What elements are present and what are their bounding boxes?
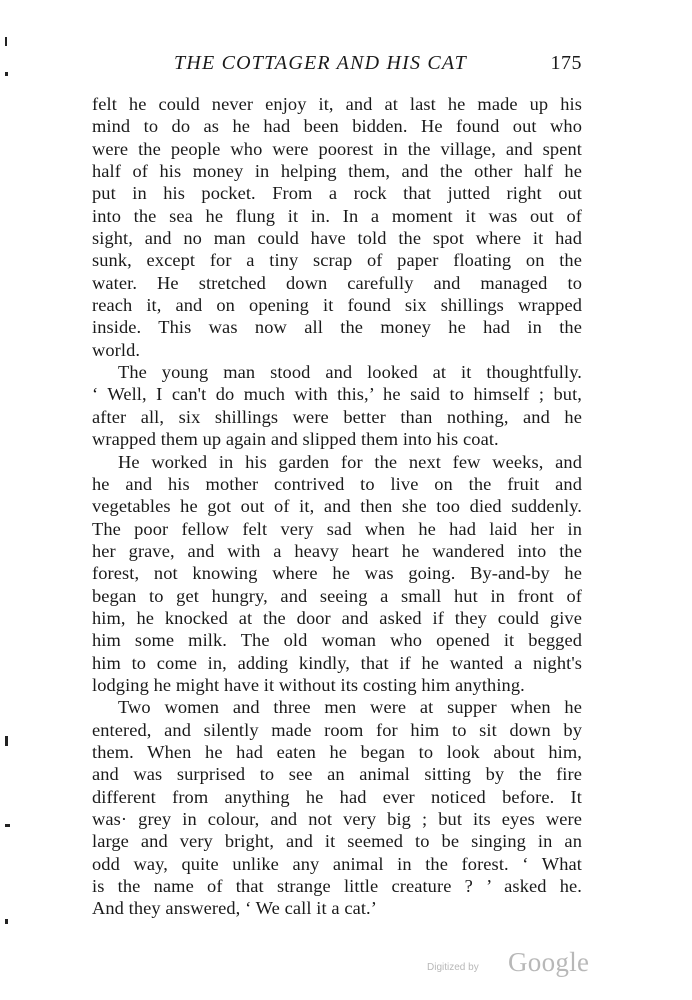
text-line: felt he could never enjoy it, and at last he made up his	[92, 94, 582, 114]
text-line: began to get hungry, and seeing a small hut in front of	[92, 585, 582, 606]
text-line: He worked in his garden for the next few weeks, and	[118, 451, 582, 472]
text-line: forest, not knowing where he was going. By-and-by he	[92, 563, 582, 584]
scan-speck	[5, 72, 8, 76]
text-line: reach it, and on opening it found six shillings wrapped	[92, 295, 582, 316]
text-line: water. He stretched down carefully and managed to	[92, 272, 582, 293]
running-head	[92, 52, 582, 82]
text-line: vegetables he got out of it, and then she too died suddenly.	[92, 496, 582, 517]
scan-speck	[5, 824, 10, 827]
watermark-prefix: Digitized by	[427, 962, 479, 973]
text-line: him, he knocked at the door and asked if they could give	[92, 607, 582, 628]
scan-speck	[5, 37, 7, 46]
text-line: were the people who were poorest in the village, and spent	[92, 138, 582, 159]
text-line: The young man stood and looked at it thoughtfully.	[118, 362, 582, 383]
text-line: ‘ Well, I can't do much with this,’ he said to himself ; but,	[92, 384, 582, 405]
text-line: he and his mother contrived to live on the fruit and	[92, 473, 582, 494]
body-text	[92, 93, 582, 920]
page-number: 175	[550, 52, 582, 74]
text-line: into the sea he flung it in. In a moment it was out of	[92, 205, 582, 226]
text-line: Two women and three men were at supper when he	[118, 697, 582, 718]
text-line: world.	[92, 339, 141, 360]
text-line: is the name of that strange little creature ? ’ asked he.	[92, 876, 582, 897]
text-line: mind to do as he had been bidden. He found out who	[92, 116, 582, 137]
text-line: And they answered, ‘ We call it a cat.’	[92, 898, 377, 919]
text-line: him to come in, adding kindly, that if he wanted a night's	[92, 652, 582, 673]
text-line: large and very bright, and it seemed to be singing in an	[92, 831, 582, 852]
text-line: sunk, except for a tiny scrap of paper floating on the	[92, 250, 582, 271]
text-line: after all, six shillings were better than nothing, and he	[92, 406, 582, 427]
text-line: her grave, and with a heavy heart he wandered into the	[92, 540, 582, 561]
text-line: put in his pocket. From a rock that jutted right out	[92, 183, 582, 204]
text-line: entered, and silently made room for him to sit down by	[92, 719, 582, 740]
text-line: him some milk. The old woman who opened it begged	[92, 630, 582, 651]
running-title: THE COTTAGER AND HIS CAT	[174, 52, 467, 74]
google-logo: Google	[508, 947, 590, 977]
text-line: inside. This was now all the money he had in the	[92, 317, 582, 338]
text-line: wrapped them up again and slipped them into his coat.	[92, 429, 499, 450]
text-line: different from anything he had ever noticed before. It	[92, 786, 582, 807]
text-line: sight, and no man could have told the spot where it had	[92, 228, 582, 249]
text-line: was· grey in colour, and not very big ; but its eyes were	[92, 809, 582, 829]
text-line: and was surprised to see an animal sitting by the fire	[92, 764, 582, 785]
scan-speck	[5, 919, 8, 924]
scan-speck	[5, 736, 8, 746]
text-line: half of his money in helping them, and the other half he	[92, 161, 582, 182]
text-line: lodging he might have it without its costing him anything.	[92, 674, 525, 695]
text-line: them. When he had eaten he began to look about him,	[92, 741, 582, 762]
text-line: odd way, quite unlike any animal in the forest. ‘ What	[92, 853, 582, 874]
text-line: The poor fellow felt very sad when he had laid her in	[92, 518, 582, 539]
